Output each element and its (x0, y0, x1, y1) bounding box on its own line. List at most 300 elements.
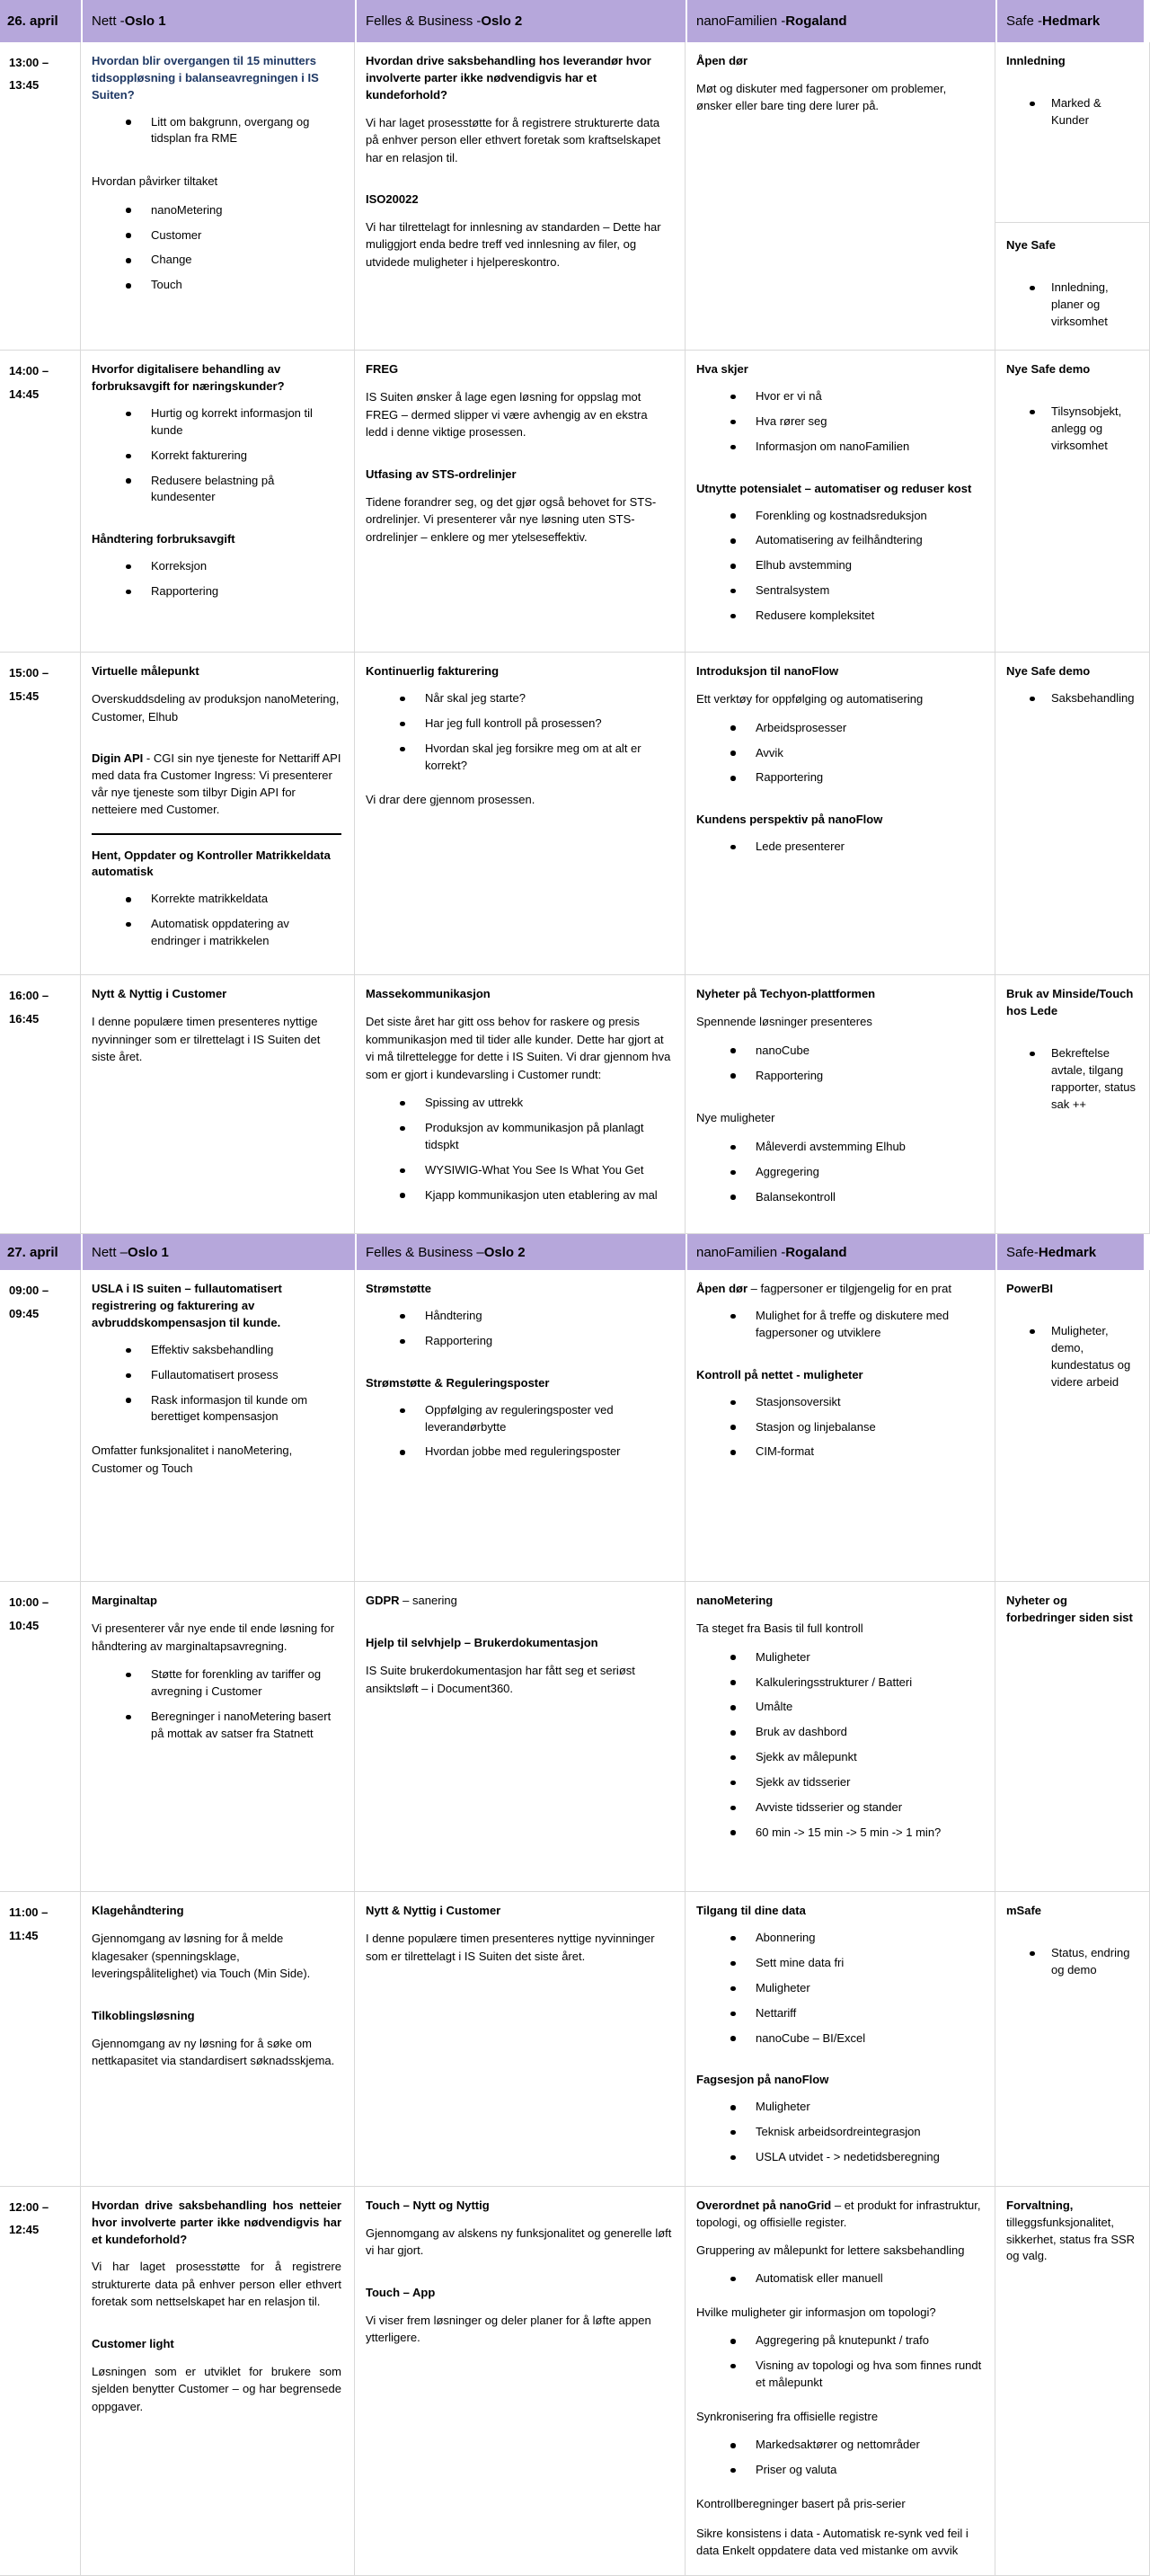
bullet-item: Muligheter (729, 1980, 982, 1997)
session-paragraph: Gjennomgang av løsning for å melde klagesaker (spenningsklage, leveringspålitelighet) via Touch (Min Side). (92, 1932, 311, 1981)
session-cell (995, 975, 1150, 1234)
bullet-item: Bekreftelse avtale, tilgang rapporter, status sak ++ (1028, 1045, 1137, 1113)
session-title: Åpen dør (696, 54, 748, 67)
session-cell (686, 1270, 995, 1582)
session-cell (686, 975, 995, 1234)
session-bullet-list (1006, 1945, 1137, 1979)
session-title-rest: - CGI sin nye tjeneste for Nettariff API med data fra Customer Ingress: Vi presenterer vår nye tjeneste som tilbyr Digin API for netteiere med Customer. (92, 751, 341, 816)
session-paragraph: I denne populære timen presenteres nyttige nyvinninger som er tilrettelagt i IS Suiten det siste året. (92, 1015, 321, 1064)
session-paragraph: Vi har laget prosesstøtte for å registrere strukturerte data på enhver person eller ethvert foretak som nettselskapet har en relasjon til. (92, 2260, 341, 2309)
bullet-item: Litt om bakgrunn, overgang og tidsplan fra RME (124, 114, 341, 148)
bullet-item: Innledning, planer og virksomhet (1028, 280, 1137, 331)
time-slot-line: 10:00 – (9, 1595, 49, 1610)
session-cell (995, 2187, 1150, 2576)
session-cell (995, 1582, 1150, 1892)
track-header (355, 1234, 686, 1270)
track-header-room: Hedmark (1038, 1244, 1097, 1260)
session-bullet-list (1006, 690, 1137, 707)
bullet-item: Customer (124, 227, 341, 244)
session-section (92, 361, 341, 600)
session-section (92, 2198, 341, 2415)
session-paragraph: Omfatter funksjonalitet i nanoMetering, Customer og Touch (92, 1443, 293, 1475)
session-paragraph: Sikre konsistens i data - Automatisk re-synk ved feil i data Enkelt oppdatere data ved mistanke om avvik (696, 2526, 969, 2558)
session-title: Nytt & Nyttig i Customer (92, 987, 227, 1001)
bullet-item: Produksjon av kommunikasjon på planlagt tidspkt (398, 1120, 672, 1154)
session-bullet-list (1006, 1323, 1137, 1390)
track-header (995, 0, 1150, 42)
session-section (1006, 1593, 1137, 1627)
session-bullet-list (696, 2332, 982, 2392)
session-title: Nyheter og forbedringer siden sist (1006, 1594, 1133, 1625)
bullet-item: Umålte (729, 1699, 982, 1716)
session-title-bold: Forvaltning, (1006, 2198, 1074, 2212)
bullet-item: Fullautomatisert prosess (124, 1367, 341, 1384)
bullet-item: CIM-format (729, 1443, 982, 1461)
bullet-item: Sjekk av målepunkt (729, 1749, 982, 1766)
session-cell (995, 42, 1150, 351)
schedule-row (0, 42, 1150, 351)
bullet-item: Arbeidsprosesser (729, 720, 982, 737)
session-section (366, 1281, 672, 1461)
session-paragraph: Overskuddsdeling av produksjon nanoMetering, Customer, Elhub (92, 692, 340, 724)
time-slot-line: 14:45 (9, 386, 40, 401)
session-paragraph: Løsningen som er utviklet for brukere som sjelden benytter Customer – og har begrensede oppgaver. (92, 2364, 341, 2413)
session-bullet-list (92, 405, 341, 506)
bullet-item: WYSIWIG-What You See Is What You Get (398, 1162, 672, 1179)
session-cell (355, 653, 686, 975)
session-title: Strømstøtte & Reguleringsposter (366, 1375, 550, 1390)
bullet-item: Oppfølging av reguleringsposter ved leverandørbytte (398, 1402, 672, 1436)
schedule-row (0, 1270, 1150, 1582)
session-bullet-list (696, 720, 982, 787)
bullet-item: Mulighet for å treffe og diskutere med fagpersoner og utviklere (729, 1308, 982, 1342)
session-cell (686, 1582, 995, 1892)
time-slot-line: 16:45 (9, 1011, 40, 1026)
day-label: 27. april (0, 1234, 81, 1270)
track-header-room: Rogaland (785, 13, 847, 29)
session-section (366, 1593, 672, 1697)
time-slot-line: 14:00 – (9, 364, 49, 378)
bullet-item: Korrekte matrikkeldata (124, 891, 341, 908)
session-section (696, 361, 982, 624)
session-paragraph: Nye muligheter (696, 1111, 775, 1125)
session-bullet-list (366, 1402, 672, 1461)
session-title: Klagehåndtering (92, 1904, 184, 1918)
time-slot (0, 351, 81, 653)
bullet-item: Sett mine data fri (729, 1955, 982, 1972)
session-section (366, 663, 672, 808)
session-title: Hvordan blir overgangen til 15 minutters tidsoppløsning i balanseavregningen i IS Suiten? (92, 54, 319, 102)
bullet-item: Informasjon om nanoFamilien (729, 439, 982, 456)
session-title: Tilkoblingsløsning (92, 2008, 195, 2022)
session-title: Introduksjon til nanoFlow (696, 664, 839, 679)
bullet-item: Rapportering (729, 769, 982, 786)
session-section (366, 1903, 672, 1965)
bullet-item: Priser og valuta (729, 2462, 982, 2479)
session-paragraph: Gruppering av målepunkt for lettere saksbehandling (696, 2243, 965, 2257)
bullet-item: Balansekontroll (729, 1189, 982, 1206)
session-title-rest: – fagpersoner er tilgjengelig for en prat (748, 1282, 951, 1296)
session-title: mSafe (1006, 1904, 1042, 1918)
session-paragraph: Tidene forandrer seg, og det gjør også behovet for STS-ordrelinjer. Vi presenterer vår nye løsning uten STS-ordrelinjer – enklere og mer ytelseseffektiv. (366, 494, 657, 544)
time-slot-line: 15:00 – (9, 666, 49, 680)
session-paragraph: IS Suite brukerdokumentasjon har fått seg et seriøst ansiktsløft – i Document360. (366, 1664, 635, 1695)
session-bullet-list (366, 690, 672, 774)
session-title: nanoMetering (696, 1594, 774, 1608)
session-title-bold: GDPR (366, 1594, 400, 1608)
track-header-prefix: Felles & Business – (366, 1244, 484, 1260)
bullet-item: Spissing av uttrekk (398, 1095, 672, 1112)
bullet-item: Touch (124, 277, 341, 294)
session-cell (81, 1892, 355, 2186)
session-bullet-list (696, 1139, 982, 1206)
session-title-bold: Åpen dør (696, 1282, 748, 1296)
session-bullet-list (366, 1308, 672, 1350)
session-paragraph: Spennende løsninger presenteres (696, 1015, 872, 1029)
time-slot-line: 12:45 (9, 2223, 40, 2237)
session-title-rest: tilleggsfunksjonalitet, sikkerhet, status fra SSR og valg. (1006, 2215, 1136, 2263)
bullet-item: Automatisk eller manuell (729, 2270, 982, 2287)
session-section (366, 53, 672, 271)
track-header (686, 1234, 995, 1270)
bullet-item: Har jeg full kontroll på prosessen? (398, 715, 672, 733)
time-slot (0, 2187, 81, 2576)
session-title: Bruk av Minside/Touch hos Lede (1006, 987, 1134, 1018)
session-title (366, 1593, 672, 1610)
session-bullet-list (1006, 280, 1137, 331)
session-title: Utnytte potensialet – automatiser og reduser kost (696, 481, 972, 495)
time-slot-line: 10:45 (9, 1618, 40, 1632)
session-title: Nye Safe (1006, 238, 1056, 252)
session-paragraph: Kontrollberegninger basert på pris-serier (696, 2497, 906, 2511)
session-cell (686, 1892, 995, 2186)
bullet-item: Saksbehandling (1028, 690, 1137, 707)
bullet-item: nanoCube – BI/Excel (729, 2030, 982, 2047)
time-slot (0, 42, 81, 351)
session-bullet-list (92, 891, 341, 950)
session-title-bold: Overordnet på nanoGrid (696, 2198, 832, 2212)
session-section (92, 1593, 341, 1742)
bullet-item: Lede presenterer (729, 839, 982, 856)
bullet-item: Korrekt fakturering (124, 448, 341, 465)
session-section (696, 1593, 982, 1841)
time-slot-line: 16:00 – (9, 989, 49, 1003)
session-bullet-list (696, 839, 982, 856)
session-section (92, 1903, 341, 2069)
divider-line (92, 833, 341, 835)
session-title: Utfasing av STS-ordrelinjer (366, 466, 517, 481)
bullet-item: Effektiv saksbehandling (124, 1342, 341, 1359)
track-header-prefix: Nett - (92, 13, 125, 29)
time-slot (0, 1892, 81, 2186)
bullet-item: Hva rører seg (729, 413, 982, 431)
bullet-item: Muligheter (729, 2099, 982, 2116)
track-header (995, 1234, 1150, 1270)
session-cell (355, 42, 686, 351)
time-slot-line: 12:00 – (9, 2199, 49, 2214)
track-header-prefix: Safe - (1006, 13, 1043, 29)
session-cell (81, 351, 355, 653)
session-bullet-list (92, 1342, 341, 1426)
session-paragraph: Hvilke muligheter gir informasjon om topologi? (696, 2305, 936, 2319)
bullet-item: Tilsynsobjekt, anlegg og virksomhet (1028, 404, 1137, 455)
session-bullet-list (1006, 95, 1137, 129)
track-header-room: Rogaland (785, 1244, 847, 1260)
session-title-rest: – et produkt for infrastruktur, topologi, og offisielle register. (696, 2198, 981, 2229)
track-header (81, 0, 355, 42)
session-cell (686, 2187, 995, 2576)
session-section (1006, 663, 1137, 707)
session-paragraph: Vi viser frem løsninger og deler planer for å løfte appen ytterligere. (366, 2313, 651, 2344)
session-title: Tilgang til dine data (696, 1904, 806, 1918)
schedule-row (0, 653, 1150, 975)
session-cell (81, 653, 355, 975)
session-section (92, 53, 341, 294)
session-title: Strømstøtte (366, 1282, 431, 1296)
bullet-item: Muligheter, demo, kundestatus og videre arbeid (1028, 1323, 1137, 1390)
session-cell (81, 2187, 355, 2576)
session-bullet-list (1006, 1045, 1137, 1113)
schedule-row (0, 975, 1150, 1234)
session-section (1006, 1281, 1137, 1390)
bullet-item: Forenkling og kostnadsreduksjon (729, 508, 982, 525)
bullet-item: Kjapp kommunikasjon uten etablering av mal (398, 1187, 672, 1204)
time-slot (0, 975, 81, 1234)
session-bullet-list (696, 1043, 982, 1085)
bullet-item: Teknisk arbeidsordreintegrasjon (729, 2124, 982, 2141)
session-bullet-list (92, 1666, 341, 1742)
session-paragraph: Ta steget fra Basis til full kontroll (696, 1621, 863, 1636)
session-cell (81, 975, 355, 1234)
track-header-prefix: Safe- (1006, 1244, 1039, 1260)
session-cell (355, 1892, 686, 2186)
session-cell (355, 975, 686, 1234)
bullet-item: Change (124, 252, 341, 269)
session-title: PowerBI (1006, 1282, 1054, 1296)
bullet-item: USLA utvidet - > nedetidsberegning (729, 2149, 982, 2166)
time-slot-line: 09:45 (9, 1306, 40, 1320)
session-section (92, 1281, 341, 1477)
session-cell (995, 1270, 1150, 1582)
bullet-item: Håndtering (398, 1308, 672, 1325)
bullet-item: Automatisk oppdatering av endringer i matrikkelen (124, 916, 341, 950)
bullet-item: Status, endring og demo (1028, 1945, 1137, 1979)
bullet-item: Rapportering (398, 1333, 672, 1350)
session-title (92, 751, 341, 818)
session-bullet-list (1006, 404, 1137, 455)
track-header-room: Hedmark (1042, 13, 1101, 29)
session-title (696, 2198, 982, 2232)
session-bullet-list (696, 1649, 982, 1842)
time-slot (0, 653, 81, 975)
session-section (696, 986, 982, 1205)
bullet-item: Hvordan jobbe med reguleringsposter (398, 1443, 672, 1461)
session-cell (686, 42, 995, 351)
session-paragraph: Møt og diskuter med fagpersoner om problemer, ønsker eller bare ting dere lurer på. (696, 81, 947, 113)
session-section (696, 1903, 982, 2165)
session-cell (355, 1270, 686, 1582)
track-header-room: Oslo 2 (481, 13, 523, 29)
schedule-row (0, 351, 1150, 653)
session-title: Hvorfor digitalisere behandling av forbruksavgift for næringskunder? (92, 362, 285, 394)
bullet-item: Visning av topologi og hva som finnes rundt et målepunkt (729, 2358, 982, 2392)
session-cell (686, 653, 995, 975)
track-header-prefix: nanoFamilien - (696, 1244, 786, 1260)
session-section (92, 663, 341, 949)
bullet-item: Abonnering (729, 1930, 982, 1947)
time-slot-line: 11:00 – (9, 1905, 49, 1920)
session-title: Hvordan drive saksbehandling hos leverandør hvor involverte parter ikke nødvendigvis har et kundeforhold? (366, 54, 651, 102)
bullet-item: Aggregering (729, 1164, 982, 1181)
time-slot-line: 13:45 (9, 78, 40, 93)
bullet-item: Sentralsystem (729, 582, 982, 600)
bullet-item: Elhub avstemming (729, 557, 982, 574)
time-slot-line: 09:00 – (9, 1284, 49, 1298)
session-title: Kontroll på nettet - muligheter (696, 1367, 863, 1381)
time-slot (0, 1270, 81, 1582)
session-title: ISO20022 (366, 192, 419, 207)
session-cell (686, 351, 995, 653)
session-section (995, 222, 1149, 330)
session-title: Nye Safe demo (1006, 664, 1091, 679)
session-section (1006, 1903, 1137, 1979)
schedule-row (0, 2187, 1150, 2576)
session-bullet-list (696, 1394, 982, 1461)
time-slot-line: 13:00 – (9, 56, 49, 69)
bullet-item: Sjekk av tidsserier (729, 1774, 982, 1791)
session-paragraph: Vi presenterer vår nye ende til ende løsning for håndtering av marginaltapsavregning. (92, 1621, 335, 1653)
bullet-item: Bruk av dashbord (729, 1724, 982, 1741)
session-section (1006, 53, 1137, 213)
session-title: Hvordan drive saksbehandling hos netteier hvor involverte parter ikke nødvendigvis har et kundeforhold? (92, 2198, 341, 2246)
session-title (1006, 2198, 1137, 2265)
bullet-item: Stasjonsoversikt (729, 1394, 982, 1411)
bullet-item: Avviste tidsserier og stander (729, 1799, 982, 1817)
session-title: Fagsesjon på nanoFlow (696, 2073, 829, 2087)
bullet-item: Aggregering på knutepunkt / trafo (729, 2332, 982, 2349)
bullet-item: Rask informasjon til kunde om berettiget kompensasjon (124, 1392, 341, 1426)
session-bullet-list (696, 1930, 982, 2047)
session-cell (81, 1270, 355, 1582)
bullet-item: Hvor er vi nå (729, 388, 982, 405)
session-title: Håndtering forbruksavgift (92, 532, 235, 546)
session-bullet-list (696, 508, 982, 625)
session-paragraph: Hvordan påvirker tiltaket (92, 174, 218, 189)
session-section (1006, 361, 1137, 454)
bullet-item: Muligheter (729, 1649, 982, 1666)
session-paragraph: Gjennomgang av alskens ny funksjonalitet og generelle løft vi har gjort. (366, 2225, 672, 2258)
bullet-item: Redusere belastning på kundesenter (124, 473, 341, 507)
bullet-item: Rapportering (729, 1068, 982, 1085)
time-slot (0, 1582, 81, 1892)
bullet-item: Måleverdi avstemming Elhub (729, 1139, 982, 1156)
session-title: Hva skjer (696, 362, 748, 377)
session-cell (81, 1582, 355, 1892)
session-paragraph: Det siste året har gitt oss behov for raskere og presis kommunikasjon med til tider alle kunder. Dette har gjort at vi må tilrettelegge for dette i IS Suiten. Vi drar gjennom hva som er gjort i kundevarsling i Customer rundt: (366, 1015, 671, 1081)
bullet-item: nanoCube (729, 1043, 982, 1060)
session-title-rest: – sanering (399, 1594, 457, 1608)
day-header-row (0, 1234, 1150, 1270)
session-title: Nytt & Nyttig i Customer (366, 1904, 501, 1918)
session-cell (355, 1582, 686, 1892)
session-section (1006, 986, 1137, 1113)
bullet-item: Når skal jeg starte? (398, 690, 672, 707)
session-paragraph: I denne populære timen presenteres nyttige nyvinninger som er tilrettelagt i IS Suiten det siste året. (366, 1932, 655, 1963)
bullet-item: Hvordan skal jeg forsikre meg om at alt er korrekt? (398, 741, 672, 775)
bullet-item: Marked & Kunder (1028, 95, 1137, 129)
session-bullet-list (696, 388, 982, 456)
track-header (355, 0, 686, 42)
bullet-item: nanoMetering (124, 202, 341, 219)
session-bullet-list (92, 558, 341, 600)
session-title: Nye Safe demo (1006, 362, 1091, 377)
session-title: Massekommunikasjon (366, 987, 491, 1001)
session-title: Nyheter på Techyon-plattformen (696, 987, 876, 1001)
session-paragraph: Vi drar dere gjennom prosessen. (366, 792, 535, 806)
bullet-item: Redusere kompleksitet (729, 608, 982, 625)
track-header-room: Oslo 1 (124, 13, 166, 29)
schedule-row (0, 1892, 1150, 2186)
track-header (686, 0, 995, 42)
schedule-row (0, 1582, 1150, 1892)
day-label: 26. april (0, 0, 81, 42)
session-section (696, 663, 982, 856)
bullet-item: Støtte for forenkling av tariffer og avregning i Customer (124, 1666, 341, 1701)
session-title: Touch – App (366, 2285, 436, 2299)
session-title: Innledning (1006, 54, 1066, 67)
session-section (696, 2198, 982, 2560)
session-title: Virtuelle målepunkt (92, 664, 199, 679)
session-title: Kundens perspektiv på nanoFlow (696, 813, 883, 827)
session-cell (355, 2187, 686, 2576)
session-paragraph: Vi har laget prosesstøtte for å registrere strukturerte data på enhver person eller ethvert foretak som kraftselskapet har en relasjon til. (366, 115, 661, 164)
bullet-item: Markedsaktører og nettområder (729, 2437, 982, 2454)
session-bullet-list (92, 114, 341, 148)
session-title: Customer light (92, 2336, 174, 2350)
session-bullet-list (92, 202, 341, 294)
session-cell (995, 653, 1150, 975)
track-header-room: Oslo 2 (483, 1244, 526, 1260)
bullet-item: Stasjon og linjebalanse (729, 1419, 982, 1436)
session-section (696, 53, 982, 115)
session-section (92, 986, 341, 1065)
day-header-row (0, 0, 1150, 42)
session-bullet-list (366, 1095, 672, 1204)
session-bullet-list (696, 2099, 982, 2166)
session-cell (81, 42, 355, 351)
session-section (366, 361, 672, 546)
session-section (1006, 2198, 1137, 2265)
time-slot-line: 11:45 (9, 1928, 39, 1942)
session-section (696, 1281, 982, 1461)
session-paragraph: Vi har tilrettelagt for innlesning av standarden – Dette har muliggjort enda bedre treff ved innlesning av filer, og utvidede muligheter i hjelpereskontro. (366, 219, 661, 269)
session-cell (355, 351, 686, 653)
session-title: Marginaltap (92, 1594, 157, 1608)
bullet-item: Automatisering av feilhåndtering (729, 532, 982, 549)
session-bullet-list (696, 1308, 982, 1342)
session-bullet-list (696, 2270, 982, 2287)
session-paragraph: Synkronisering fra offisielle registre (696, 2409, 879, 2423)
session-paragraph: IS Suiten ønsker å lage egen løsning for oppslag mot FREG – dermed slipper vi være avhengig av en ekstra ledd i denne viktige prosessen. (366, 390, 648, 440)
session-bullet-list (696, 2437, 982, 2479)
session-title: Hjelp til selvhjelp – Brukerdokumentasjon (366, 1636, 598, 1650)
session-section (366, 986, 672, 1204)
bullet-item: Kalkuleringsstrukturer / Batteri (729, 1674, 982, 1692)
bullet-item: Avvik (729, 745, 982, 762)
session-paragraph: Gjennomgang av ny løsning for å søke om nettkapasitet via standardisert søknadsskjema. (92, 2036, 335, 2068)
session-section (366, 2198, 672, 2347)
bullet-item: Rapportering (124, 583, 341, 600)
